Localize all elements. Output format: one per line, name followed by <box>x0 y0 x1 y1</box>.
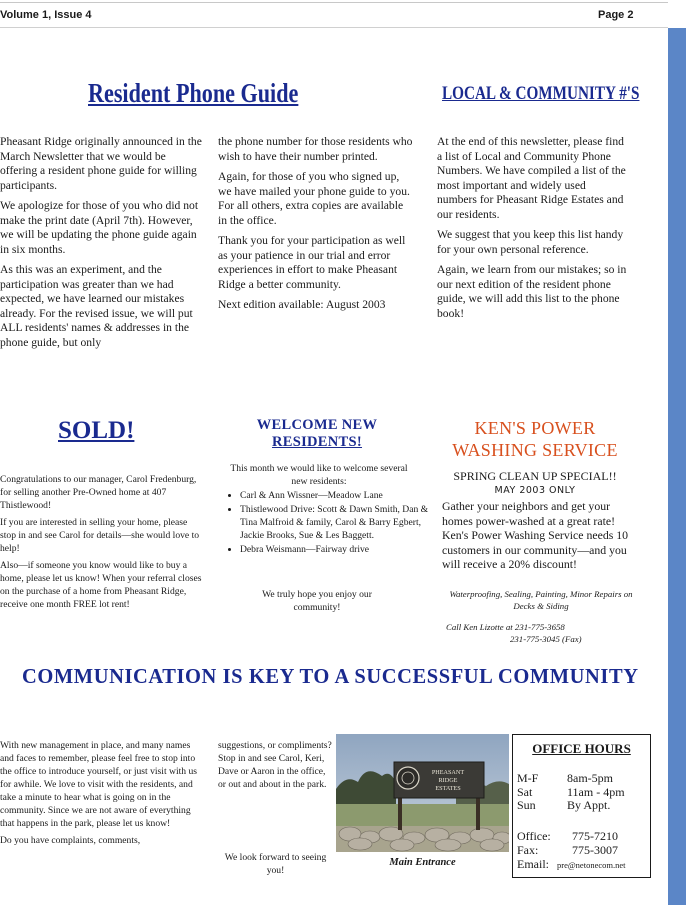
hours-days: Sun <box>517 798 536 812</box>
office-hours-title: OFFICE HOURS <box>532 741 631 756</box>
phone-guide-col2 <box>218 135 413 319</box>
communication-col2: suggestions, or compliments? Stop in and see Carol, Keri, Dave or Aaron in the office, or out and about in the park. <box>218 740 332 790</box>
phone-guide-title: Resident Phone Guide <box>88 78 299 108</box>
ken-title <box>440 417 630 461</box>
ken-special: SPRING CLEAN UP SPECIAL!! <box>453 469 617 483</box>
phone-guide-paragraph: Again, for those of you who signed up, we have mailed your phone guide to you. For all others, extra copies are available in the office. <box>218 170 410 227</box>
sold-paragraph: Also—if someone you know would like to buy a home, please let us know! When your referral closes on the purchase of a home from Pheasant Ridge, receive one month FREE lot rent! <box>0 560 202 610</box>
ken-phone: Call Ken Lizotte at 231-775-3658 <box>446 622 565 632</box>
ken-fax: 231-775-3045 (Fax) <box>510 633 582 644</box>
hours-days: M-F <box>517 771 539 785</box>
ken-body: Gather your neighbors and get your homes power-washed at a great rate! Ken's Power Washing Service needs 10 customers in our community—and you will receive a 20% discount! <box>442 499 629 571</box>
phone-guide-col1 <box>0 135 205 356</box>
phone-guide-paragraph: As this was an experiment, and the participation was greater than we had expected, we have learned our mistakes already. For the revised issue, we will put ALL residents' names & addresses in the phone guide, but only <box>0 263 193 349</box>
entrance-photo-image <box>336 734 509 852</box>
sign-text-line1: PHEASANT <box>431 769 465 776</box>
welcome-title-line2: RESIDENTS! <box>271 434 363 450</box>
local-numbers-paragraph: Again, we learn from our mistakes; so in our next edition of the resident phone guide, we will add this list to the phone book! <box>437 263 627 320</box>
hours-row <box>517 799 647 813</box>
hours-time: 11am - 4pm <box>567 784 625 799</box>
volume-issue: Volume 1, Issue 4 <box>0 9 92 21</box>
local-numbers-title: LOCAL & COMMUNITY #'S <box>442 83 640 104</box>
phone-guide-paragraph: Pheasant Ridge originally announced in the March Newsletter that we would be offering a resident phone guide for willing participants. <box>0 135 202 192</box>
sold-paragraph: Congratulations to our manager, Carol Fredenburg, for selling another Pre-Owned home at 407 Thistlewood! <box>0 474 197 511</box>
hours-row <box>517 772 647 786</box>
communication-title: COMMUNICATION IS KEY TO A SUCCESSFUL COMMUNITY <box>22 664 639 688</box>
list-item: • Carl & Ann Wissner—Meadow Lane <box>240 489 435 502</box>
welcome-title-line1: WELCOME NEW <box>256 417 378 433</box>
phone-guide-paragraph: We apologize for those of you who did not make the print date (April 7th). However, we will be updating the phone guide again in six months. <box>0 199 199 256</box>
sold-column <box>0 473 205 615</box>
welcome-intro: This month we would like to welcome several new residents: <box>230 463 408 487</box>
ken-title-line1: KEN'S POWER <box>474 418 596 438</box>
office-email-row <box>517 857 649 872</box>
sold-title: SOLD! <box>58 417 135 444</box>
office-fax-label: Fax: <box>517 843 539 857</box>
phone-guide-paragraph: Thank you for your participation as well as your patience in our trial and error experiences in effort to make Pheasant Ridge a better community. <box>218 234 406 291</box>
office-hours-box <box>512 734 651 878</box>
office-fax-row <box>517 843 649 857</box>
hours-row <box>517 786 647 800</box>
page-number: Page 2 <box>598 9 634 21</box>
sign-text-line2: RIDGE <box>438 777 458 784</box>
photo-caption: Main Entrance <box>389 857 456 868</box>
local-numbers-column <box>437 135 627 327</box>
office-phone: 775-7210 <box>572 829 618 843</box>
communication-paragraph: Do you have complaints, comments, <box>0 835 141 846</box>
local-numbers-paragraph: We suggest that you keep this list handy for your own personal reference. <box>437 228 624 256</box>
sold-paragraph: If you are interested in selling your home, please stop in and see Carol for details—she would love to help! <box>0 517 200 554</box>
welcome-title <box>222 417 412 451</box>
office-contact <box>517 829 649 872</box>
ken-special-date: MAY 2003 ONLY <box>494 485 576 496</box>
side-accent-bar <box>668 28 686 905</box>
welcome-residents-list <box>222 489 435 557</box>
communication-col1 <box>0 739 200 851</box>
ken-title-line2: WASHING SERVICE <box>452 440 618 460</box>
header-rule <box>0 27 668 28</box>
hours-time: By Appt. <box>567 798 611 812</box>
hours-days: Sat <box>517 784 533 799</box>
communication-paragraph: With new management in place, and many names and faces to remember, please feel free to stop into the office to introduce yourself, or just visit with us for awhile. We love to visit with the residents, and take a minute to hear what is going on in the community. Since we are not aware of everything that happens in the park, please let us know! <box>0 740 197 829</box>
list-item: • Debra Weismann—Fairway drive <box>240 543 435 556</box>
phone-guide-paragraph: the phone number for those residents who wish to have their number printed. <box>218 135 413 163</box>
hours-time: 8am-5pm <box>567 771 613 785</box>
phone-guide-paragraph: Next edition available: August 2003 <box>218 298 386 311</box>
top-rule <box>0 2 668 3</box>
office-hours-table <box>517 772 647 813</box>
local-numbers-paragraph: At the end of this newsletter, please find a list of Local and Community Phone Numbers. We have compiled a list of the most important and widely used numbers for Pheasant Ridge Estates and our residents. <box>437 135 626 221</box>
ken-services: Waterproofing, Sealing, Painting, Minor Repairs on Decks & Siding <box>449 589 633 611</box>
office-phone-label: Office: <box>517 829 551 843</box>
sign-text-line3: ESTATES <box>435 785 461 792</box>
ken-contact <box>446 622 646 645</box>
office-fax: 775-3007 <box>572 843 618 857</box>
list-item: • Thistlewood Drive: Scott & Dawn Smith, Dan & Tina Malfroid & family, Carol & Barry Egbert, Jackie Brooks, Sue & Les Baggett. <box>240 503 435 542</box>
office-email-label: Email: <box>517 857 549 871</box>
main-entrance-photo <box>336 734 509 852</box>
office-phone-row <box>517 829 649 843</box>
office-email[interactable]: pre@netonecom.net <box>557 860 626 870</box>
welcome-closing: We truly hope you enjoy our community! <box>262 589 372 613</box>
communication-closing: We look forward to seeing you! <box>224 852 327 876</box>
